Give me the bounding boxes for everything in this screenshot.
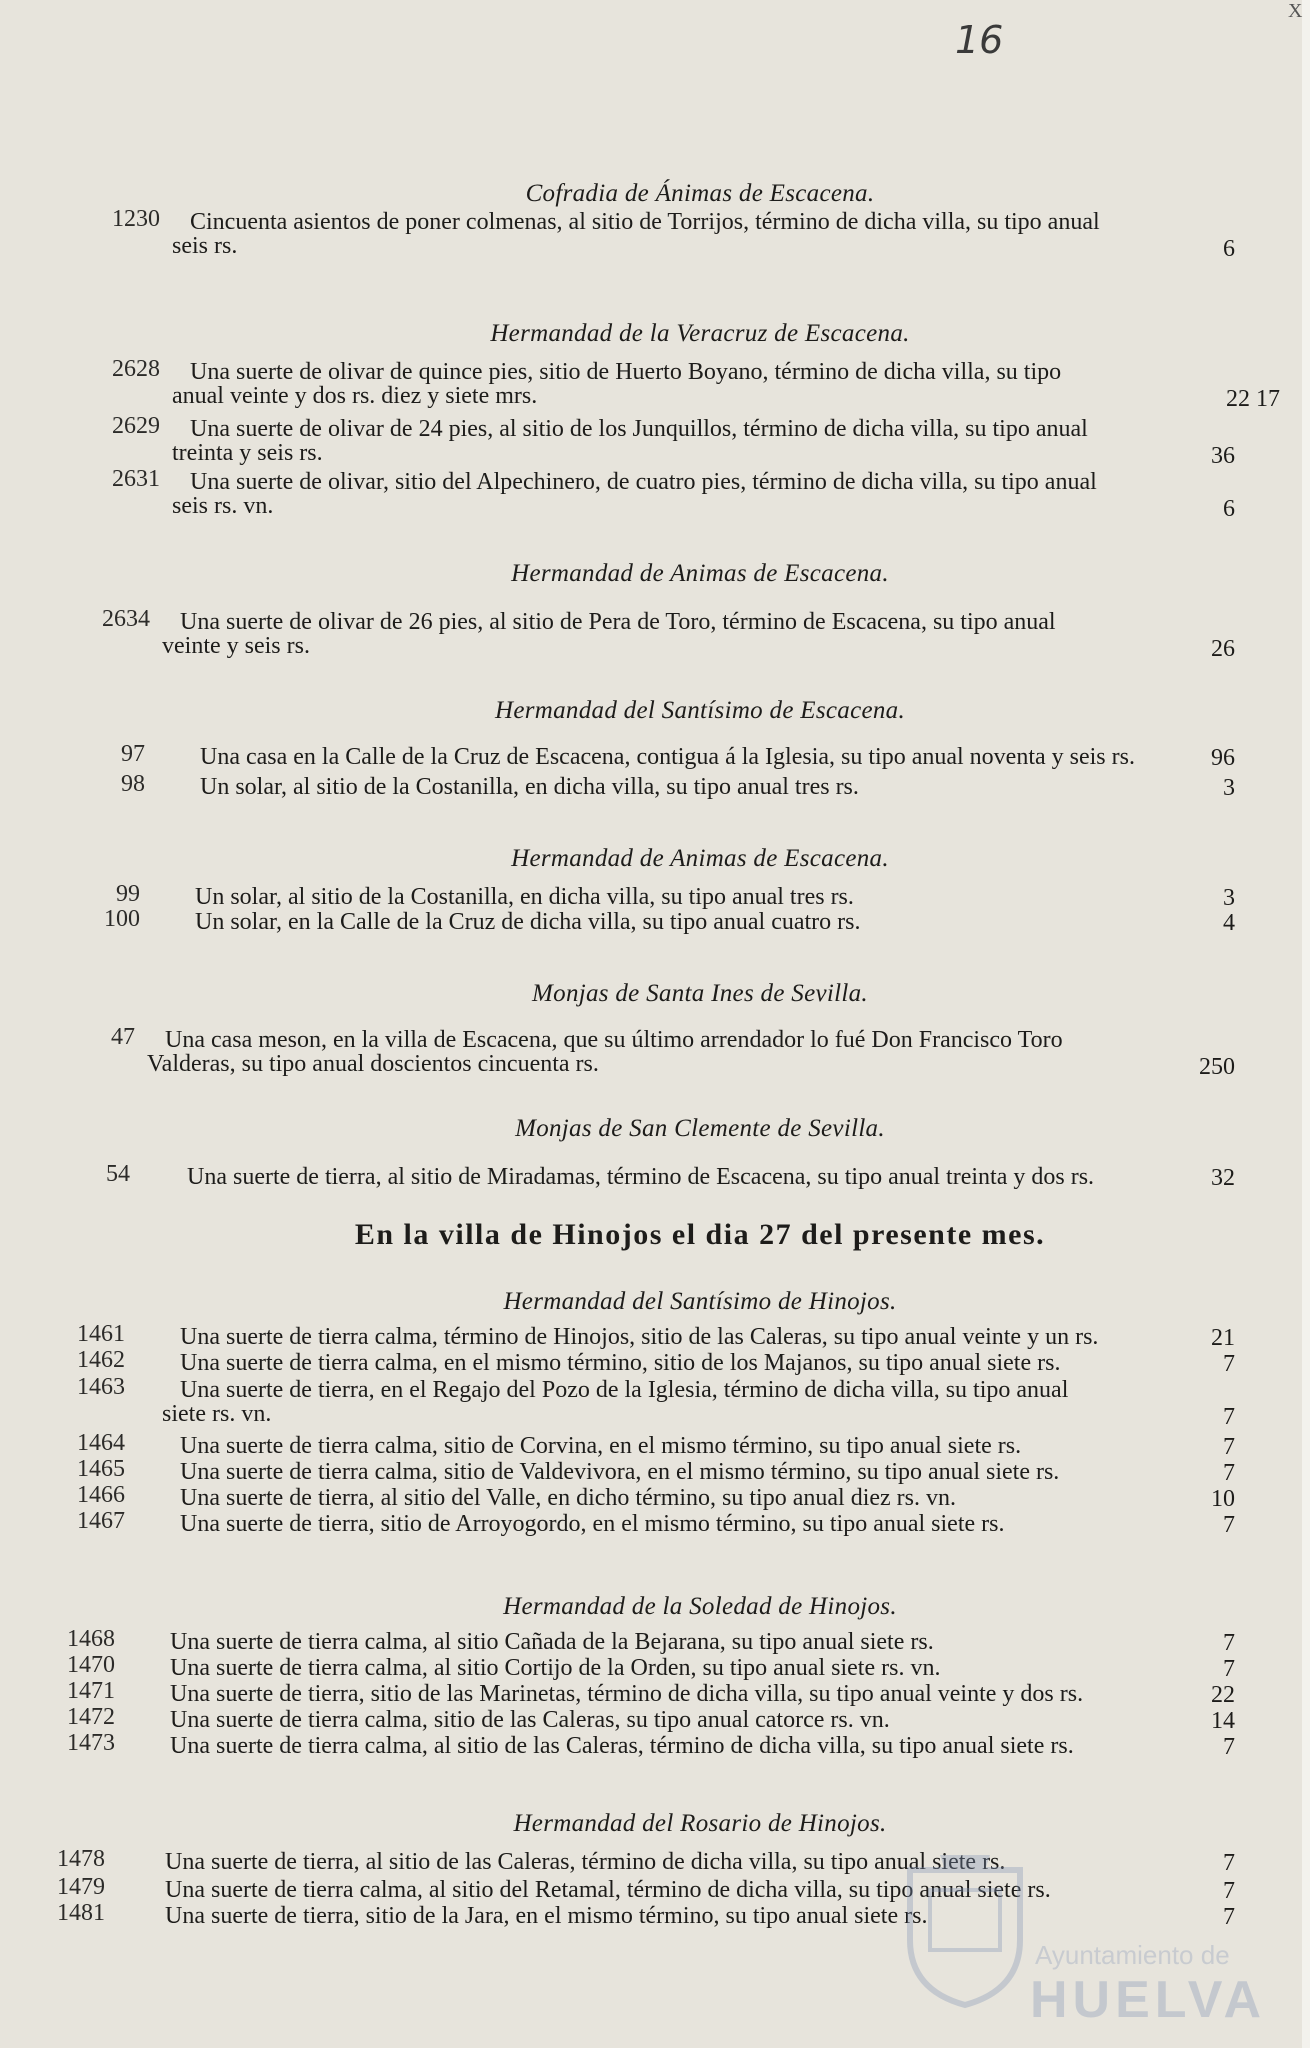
entry-line: Una suerte de tierra, al sitio de las Caleras, término de dicha villa, su tipo anual siete rs. <box>165 1849 1006 1875</box>
entry-line: siete rs. vn. <box>162 1401 272 1427</box>
entry-text <box>170 1734 1200 1758</box>
entry-line: Una suerte de tierra calma, término de Hinojos, sitio de las Caleras, su tipo anual veinte y un rs. <box>180 1324 1099 1350</box>
entry-number: 1467 <box>77 1508 125 1534</box>
entry-number: 1470 <box>67 1652 115 1678</box>
entry-text <box>180 1325 1200 1349</box>
entry-line: Una suerte de tierra, sitio de las Marinetas, término de dicha villa, su tipo anual veinte y dos rs. <box>170 1681 1084 1707</box>
entry-line: Una suerte de tierra, en el Regajo del Pozo de la Iglesia, término de dicha villa, su tipo anual <box>180 1377 1069 1403</box>
entry-line: seis rs. <box>172 233 238 259</box>
entry-text <box>162 1377 1200 1427</box>
entry-line: Una suerte de tierra calma, sitio de Valdevivora, en el mismo término, su tipo anual siete rs. <box>180 1459 1060 1485</box>
section-heading: Hermandad del Rosario de Hinojos. <box>513 1810 887 1837</box>
entry-line: veinte y seis rs. <box>162 633 310 659</box>
entry-number: 1478 <box>57 1846 105 1872</box>
coat-of-arms-icon <box>900 1850 1030 2010</box>
entry-amount: 22 17 <box>1226 386 1280 412</box>
entry-line: Una suerte de tierra calma, al sitio Cortijo de la Orden, su tipo anual siete rs. vn. <box>170 1655 941 1681</box>
entry-line: Una suerte de olivar, sitio del Alpechinero, de cuatro pies, término de dicha villa, su tipo anual <box>190 469 1097 495</box>
entry-amount: 3 <box>1223 775 1235 801</box>
section-heading: Hermandad de la Soledad de Hinojos. <box>503 1593 897 1620</box>
entry-amount: 7 <box>1223 1850 1235 1876</box>
entry-text <box>195 885 1200 909</box>
entry-number: 54 <box>106 1161 130 1187</box>
entry-amount: 7 <box>1223 1904 1235 1930</box>
entry-number: 1230 <box>112 206 160 232</box>
entry-line: treinta y seis rs. <box>172 440 323 466</box>
entry-line: Un solar, al sitio de la Costanilla, en dicha villa, su tipo anual tres rs. <box>195 884 854 910</box>
entry-text <box>172 416 1200 466</box>
entry-line: Una suerte de tierra calma, sitio de Corvina, en el mismo término, su tipo anual siete rs. <box>180 1433 1022 1459</box>
entry-number: 1479 <box>57 1874 105 1900</box>
entry-text <box>172 469 1200 519</box>
entry-amount: 7 <box>1223 1878 1235 1904</box>
entry-amount: 4 <box>1223 910 1235 936</box>
entry-text <box>180 1512 1200 1536</box>
section-heading: Monjas de Santa Ines de Sevilla. <box>532 980 868 1007</box>
entry-amount: 22 <box>1211 1682 1235 1708</box>
entry-line: Una suerte de tierra, sitio de Arroyogordo, en el mismo término, su tipo anual siete rs. <box>180 1511 1005 1537</box>
entry-line: Una suerte de tierra calma, al sitio de las Caleras, término de dicha villa, su tipo anual siete rs. <box>170 1733 1074 1759</box>
watermark-line2: HUELVA <box>1030 1971 1267 2029</box>
entry-number: 2631 <box>112 466 160 492</box>
entry-text <box>180 1486 1200 1510</box>
entry-line: Una suerte de tierra calma, sitio de las Caleras, su tipo anual catorce rs. vn. <box>170 1707 890 1733</box>
entry-amount: 6 <box>1223 236 1235 262</box>
entry-text <box>172 209 1200 259</box>
entry-text <box>162 609 1200 659</box>
entry-amount: 7 <box>1223 1460 1235 1486</box>
entry-text <box>170 1630 1200 1654</box>
entry-number: 1472 <box>67 1704 115 1730</box>
entry-number: 97 <box>121 741 145 767</box>
section-heading: Cofradia de Ánimas de Escacena. <box>525 180 875 207</box>
entry-text <box>180 1434 1200 1458</box>
entry-text <box>180 1460 1200 1484</box>
entry-number: 1462 <box>77 1347 125 1373</box>
entry-amount: 250 <box>1199 1054 1235 1080</box>
entry-number: 1461 <box>77 1321 125 1347</box>
entry-amount: 7 <box>1223 1656 1235 1682</box>
entry-text <box>187 1165 1200 1189</box>
entry-amount: 7 <box>1223 1434 1235 1460</box>
entry-line: Valderas, su tipo anual doscientos cincuenta rs. <box>147 1051 599 1077</box>
entry-amount: 7 <box>1223 1630 1235 1656</box>
entry-line: Un solar, en la Calle de la Cruz de dicha villa, su tipo anual cuatro rs. <box>195 909 861 935</box>
section-heading: Monjas de San Clemente de Sevilla. <box>515 1115 885 1142</box>
section-heading: Hermandad del Santísimo de Hinojos. <box>503 1288 897 1315</box>
entry-number: 1466 <box>77 1482 125 1508</box>
entry-number: 2628 <box>112 356 160 382</box>
entry-line: Una suerte de tierra calma, al sitio del Retamal, término de dicha villa, su tipo anual siete rs. <box>165 1877 1051 1903</box>
entry-amount: 26 <box>1211 636 1235 662</box>
entry-amount: 96 <box>1211 745 1235 771</box>
entry-amount: 7 <box>1223 1734 1235 1760</box>
entry-line: Una suerte de tierra calma, en el mismo término, sitio de los Majanos, su tipo anual siete rs. <box>180 1350 1061 1376</box>
entry-line: Una suerte de tierra calma, al sitio Cañada de la Bejarana, su tipo anual siete rs. <box>170 1629 934 1655</box>
entry-line: Una casa meson, en la villa de Escacena, que su último arrendador lo fué Don Francisco Toro <box>165 1027 1063 1053</box>
entry-text <box>170 1656 1200 1680</box>
watermark-line1: Ayuntamiento de <box>1035 1940 1230 1970</box>
entry-number: 1471 <box>67 1678 115 1704</box>
entry-line: Una suerte de tierra, al sitio de Miradamas, término de Escacena, su tipo anual treinta y dos rs. <box>187 1164 1095 1190</box>
entry-amount: 6 <box>1223 496 1235 522</box>
entry-text <box>180 1351 1200 1375</box>
entry-number: 2634 <box>102 606 150 632</box>
entry-number: 1465 <box>77 1456 125 1482</box>
entry-number: 1481 <box>57 1900 105 1926</box>
entry-text <box>147 1027 1200 1077</box>
entry-text <box>170 1708 1200 1732</box>
entry-number: 98 <box>121 771 145 797</box>
entry-text <box>200 745 1200 769</box>
entry-line: Cincuenta asientos de poner colmenas, al sitio de Torrijos, término de dicha villa, su tipo anual <box>190 209 1100 235</box>
entry-number: 47 <box>111 1024 135 1050</box>
entry-line: Una suerte de tierra, al sitio del Valle, en dicho término, su tipo anual diez rs. vn. <box>180 1485 957 1511</box>
corner-mark: X <box>1288 0 1303 22</box>
entry-amount: 7 <box>1223 1351 1235 1377</box>
entry-number: 2629 <box>112 413 160 439</box>
entry-amount: 36 <box>1211 443 1235 469</box>
entry-text <box>170 1682 1200 1706</box>
entry-amount: 32 <box>1211 1165 1235 1191</box>
entry-number: 1464 <box>77 1430 125 1456</box>
entry-number: 100 <box>104 906 140 932</box>
entry-amount: 7 <box>1223 1512 1235 1538</box>
entry-text <box>200 775 1200 799</box>
entry-line: Una suerte de tierra, sitio de la Jara, en el mismo término, su tipo anual siete rs. <box>165 1903 928 1929</box>
entry-line: Una suerte de olivar de quince pies, sitio de Huerto Boyano, término de dicha villa, su tipo <box>190 359 1062 385</box>
entry-number: 99 <box>116 881 140 907</box>
entry-line: anual veinte y dos rs. diez y siete mrs. <box>172 383 538 409</box>
main-heading: En la villa de Hinojos el dia 27 del presente mes. <box>354 1218 1046 1251</box>
entry-amount: 3 <box>1223 885 1235 911</box>
entry-line: Una suerte de olivar de 24 pies, al sitio de los Junquillos, término de dicha villa, su tipo anual <box>190 416 1088 442</box>
entry-amount: 14 <box>1211 1708 1235 1734</box>
section-heading: Hermandad de la Veracruz de Escacena. <box>490 320 910 347</box>
entry-number: 1473 <box>67 1730 115 1756</box>
entry-number: 1468 <box>67 1626 115 1652</box>
entry-amount: 7 <box>1223 1404 1235 1430</box>
section-heading: Hermandad de Animas de Escacena. <box>511 845 889 872</box>
entry-line: Un solar, al sitio de la Costanilla, en dicha villa, su tipo anual tres rs. <box>200 774 859 800</box>
entry-amount: 10 <box>1211 1486 1235 1512</box>
entry-amount: 21 <box>1211 1325 1235 1351</box>
watermark <box>900 1850 1267 2040</box>
entry-text <box>172 359 1200 409</box>
section-heading: Hermandad del Santísimo de Escacena. <box>494 697 906 724</box>
entry-number: 1463 <box>77 1374 125 1400</box>
entry-text <box>195 910 1200 934</box>
entry-line: seis rs. vn. <box>172 493 274 519</box>
entry-line: Una suerte de olivar de 26 pies, al sitio de Pera de Toro, término de Escacena, su tipo anual <box>180 609 1056 635</box>
entry-line: Una casa en la Calle de la Cruz de Escacena, contigua á la Iglesia, su tipo anual noventa y seis rs. <box>200 744 1135 770</box>
folio-number: 16 <box>955 18 1004 62</box>
section-heading: Hermandad de Animas de Escacena. <box>511 560 889 587</box>
